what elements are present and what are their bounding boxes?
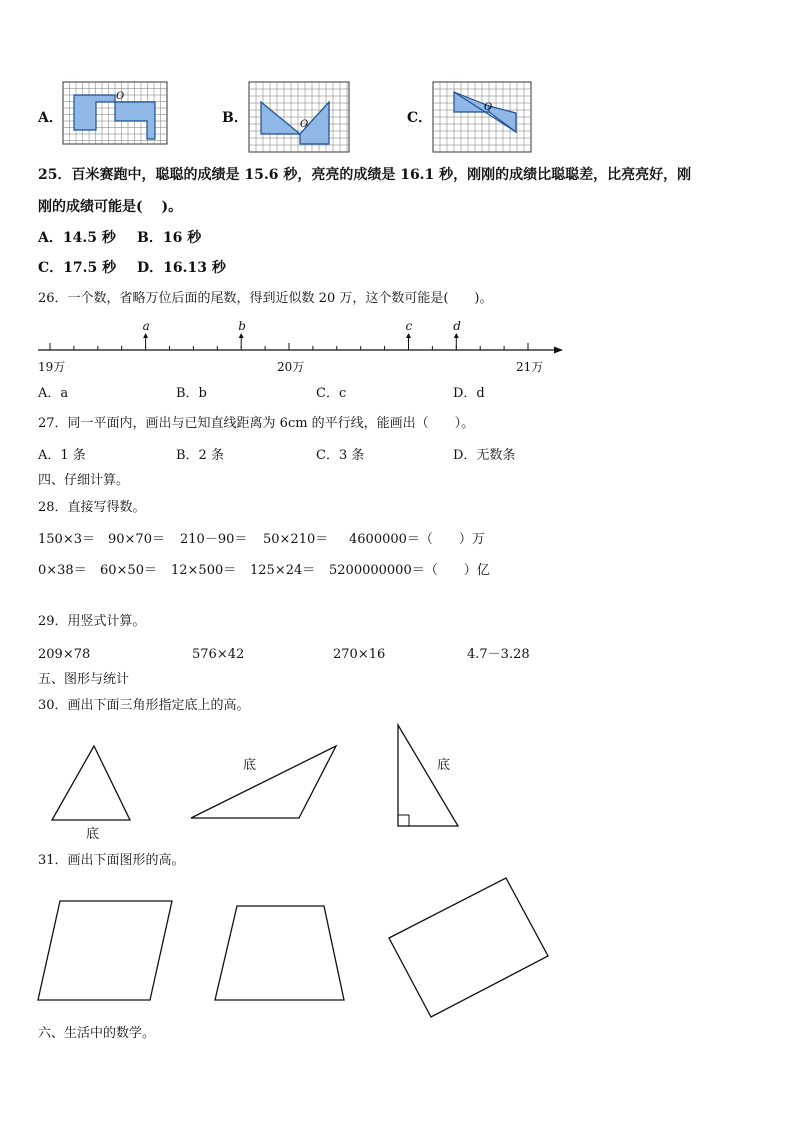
rotation-center-label: O — [300, 119, 309, 130]
shaded-triangle-left — [261, 102, 300, 134]
q25-option-a[interactable]: A．14.5 秒 — [38, 230, 116, 246]
q26-option-c[interactable]: C．c — [316, 386, 347, 401]
section-4-heading: 四、仔细计算。 — [38, 473, 130, 488]
section-5-heading: 五、图形与统计 — [38, 672, 130, 687]
q26-number-line — [30, 315, 570, 375]
q29-item: 270×16 — [333, 647, 386, 662]
q27-option-c[interactable]: C．3 条 — [316, 448, 365, 463]
q28-item: 5200000000＝（ ）亿 — [329, 563, 490, 578]
point-label-c: c — [405, 319, 413, 333]
q31-rectangle — [387, 876, 551, 1022]
q30-base-label-1: 底 — [86, 827, 100, 842]
q26-option-b[interactable]: B．b — [176, 386, 207, 401]
q29-item: 576×42 — [192, 647, 245, 662]
q27-option-d[interactable]: D．无数条 — [453, 448, 516, 463]
q25-option-c[interactable]: C．17.5 秒 — [38, 260, 117, 276]
q28-item: 210－90＝ — [180, 532, 248, 547]
q24-option-a-letter: A． — [38, 110, 63, 126]
q26-stem: 26．一个数，省略万位后面的尾数，得到近似数 20 万，这个数可能是( )。 — [38, 291, 493, 306]
q30-base-label-3: 底 — [437, 758, 451, 773]
q28-item: 125×24＝ — [250, 563, 316, 578]
q26-option-d[interactable]: D．d — [453, 386, 485, 401]
rotation-center-label: O — [484, 102, 493, 113]
point-label-a: a — [142, 319, 150, 333]
point-label-d: d — [453, 319, 461, 333]
point-arrow-d — [454, 333, 459, 338]
q26-option-a[interactable]: A．a — [38, 386, 69, 401]
q29-item: 209×78 — [38, 647, 91, 662]
q24-figure-b — [249, 82, 349, 152]
axis-tick-label: 20万 — [277, 360, 305, 374]
q28-item: 4600000＝（ ）万 — [349, 532, 485, 547]
q27-stem: 27．同一平面内，画出与已知直线距离为 6cm 的平行线，能画出（ ）。 — [38, 416, 475, 431]
q27-option-a[interactable]: A．1 条 — [38, 448, 86, 463]
q30-base-label-2: 底 — [243, 758, 257, 773]
q29-item: 4.7－3.28 — [467, 647, 530, 662]
q31-trapezoid — [212, 903, 348, 1003]
axis-tick-label: 21万 — [516, 360, 544, 374]
q28-item: 150×3＝ — [38, 532, 95, 547]
q31-parallelogram — [36, 898, 176, 1004]
q31-stem: 31．画出下面图形的高。 — [38, 853, 185, 868]
point-arrow-b — [239, 333, 244, 338]
point-label-b: b — [238, 319, 246, 333]
q25-stem-line2: 刚的成绩可能是( )。 — [38, 199, 183, 215]
q30-triangle-2 — [188, 744, 340, 822]
section-6-heading: 六、生活中的数学。 — [38, 1026, 156, 1041]
q25-stem-line1: 25．百米赛跑中，聪聪的成绩是 15.6 秒，亮亮的成绩是 16.1 秒，刚刚的成绩比聪聪差，比亮亮好，刚 — [38, 167, 692, 183]
right-angle-mark — [398, 815, 409, 826]
q25-option-b[interactable]: B．16 秒 — [137, 230, 202, 246]
shaded-shape-left — [74, 95, 115, 130]
q28-stem: 28．直接写得数。 — [38, 500, 146, 515]
q28-item: 90×70＝ — [108, 532, 165, 547]
q29-stem: 29．用竖式计算。 — [38, 614, 146, 629]
shaded-shape-right — [115, 102, 155, 139]
q24-option-b-letter: B． — [222, 110, 248, 126]
q27-option-b[interactable]: B．2 条 — [176, 448, 224, 463]
q24-option-c-letter: C． — [407, 110, 433, 126]
q28-item: 50×210＝ — [263, 532, 329, 547]
point-arrow-a — [143, 333, 148, 338]
q30-stem: 30．画出下面三角形指定底上的高。 — [38, 698, 250, 713]
q28-item: 60×50＝ — [100, 563, 157, 578]
axis-tick-label: 19万 — [38, 360, 66, 374]
q28-item: 0×38＝ — [38, 563, 87, 578]
point-arrow-c — [406, 333, 411, 338]
q25-option-d[interactable]: D．16.13 秒 — [137, 260, 226, 276]
q28-item: 12×500＝ — [171, 563, 237, 578]
q24-figure-c — [433, 82, 531, 152]
q30-triangle-1 — [50, 744, 134, 824]
axis-arrow — [554, 347, 563, 354]
q24-figure-a — [63, 82, 167, 144]
q30-triangle-3 — [393, 722, 463, 830]
rotation-center-label: O — [116, 91, 125, 102]
